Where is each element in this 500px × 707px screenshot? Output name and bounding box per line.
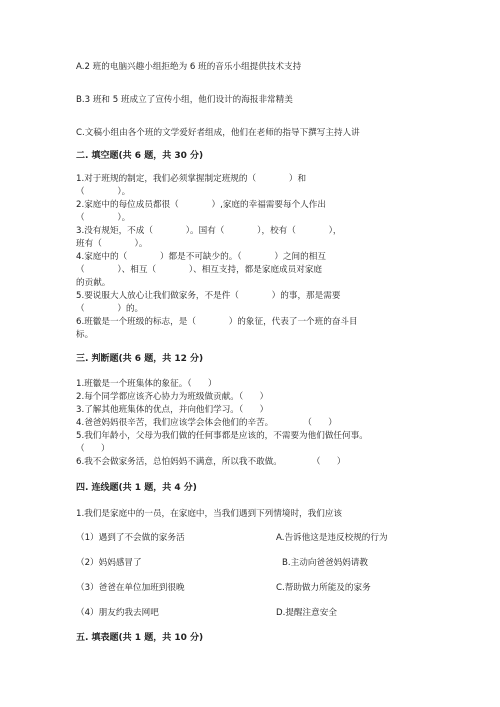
question-line: 标。 <box>76 330 94 340</box>
question-line: 6.我不会做家务活，总怕妈妈不满意，所以我不敢做。 （ ） <box>76 457 346 467</box>
matching-left-item: （3）爸爸在单位加班到很晚 <box>76 583 185 593</box>
question-line: 1.对于班规的制定，我们必须掌握制定班规的（ ）和 <box>76 174 307 184</box>
question-line: （ ）、相互（ ）、相互支持，都是家庭成员对家庭 <box>76 265 323 275</box>
option-a: A.2 班的电脑兴趣小组拒绝为 6 班的音乐小组提供技术支持 <box>76 62 302 72</box>
question-line: 5.我们年龄小，父母为我们做的任何事都是应该的，不需要为他们做任何事。 <box>76 431 368 441</box>
question-line: 3.了解其他班集体的优点，并向他们学习。（ ） <box>76 405 269 415</box>
question-line: 3.没有规矩，不成（ ）。国有（ ），校有（ ）， <box>76 226 342 236</box>
section-heading-judgement: 三. 判断题(共 6 题，共 12 分) <box>76 354 204 364</box>
section-heading-fill-blank: 二. 填空题(共 6 题，共 30 分) <box>76 151 204 161</box>
matching-right-item: A.告诉他这是违反校规的行为 <box>276 533 388 543</box>
question-line: （ ）。 <box>76 213 131 223</box>
question-line: 6.班徽是一个班级的标志，是（ ）的象征，代表了一个班的奋斗目 <box>76 317 358 327</box>
question-line: 1.班徽是一个班集体的象征。（ ） <box>76 379 217 389</box>
section-heading-fill-table: 五. 填表题(共 1 题，共 10 分) <box>76 633 204 643</box>
matching-right-item: C.帮助做力所能及的家务 <box>276 583 371 593</box>
question-line: （ ）。 <box>76 187 131 197</box>
question-line: 的贡献。 <box>76 278 111 288</box>
matching-left-item: （4）朋友约我去网吧 <box>76 608 159 618</box>
matching-left-item: （2）妈妈感冒了 <box>76 558 142 568</box>
question-line: 5.要说服大人放心让我们做家务，不是件（ ）的事，那是需要 <box>76 291 341 301</box>
matching-right-item: D.提醒注意安全 <box>276 608 337 618</box>
question-line: 2.每个同学都应该齐心协力为班级做贡献。（ ） <box>76 392 269 402</box>
matching-right-item: B.主动向爸爸妈妈请教 <box>282 558 368 568</box>
question-line: （ ） <box>76 444 110 454</box>
question-line: 4.爸爸妈妈很辛苦，我们应该学会体会他们的辛苦。 （ ） <box>76 418 337 428</box>
matching-intro: 1.我们是家庭中的一员，在家庭中，当我们遇到下列情境时，我们应该 <box>76 509 343 519</box>
question-line: 4.家庭中的（ ）都是不可缺少的。（ ）之间的相互 <box>76 252 326 262</box>
question-line: 班有（ ）。 <box>76 239 148 249</box>
option-c: C.文稿小组由各个班的文学爱好者组成，他们在老师的指导下撰写主持人讲 <box>76 128 360 138</box>
question-line: 2.家庭中的每位成员都很（ ）,家庭的幸福需要每个人作出 <box>76 200 326 210</box>
question-line: （ ）的。 <box>76 304 144 314</box>
section-heading-matching: 四. 连线题(共 1 题，共 4 分) <box>76 483 197 493</box>
matching-left-item: （1）遇到了不会做的家务活 <box>76 533 185 543</box>
option-b: B.3 班和 5 班成立了宣传小组，他们设计的海报非常精美 <box>76 95 293 105</box>
